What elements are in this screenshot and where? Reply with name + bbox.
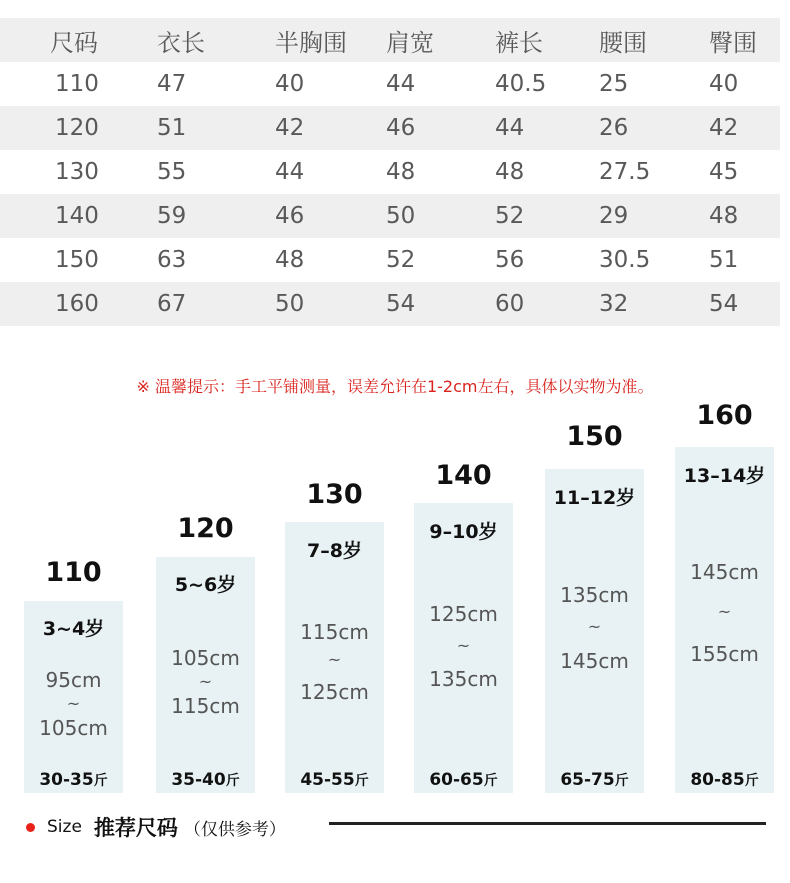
table-cell: 44	[275, 159, 305, 185]
header-waist: 腰围	[599, 28, 647, 57]
height-to: 145cm	[560, 649, 629, 673]
weight-value: 30-35	[39, 770, 94, 790]
table-cell: 26	[599, 115, 629, 141]
table-cell: 46	[386, 115, 416, 141]
table-row	[0, 194, 780, 238]
weight-unit: 斤	[225, 773, 240, 789]
table-cell: 120	[55, 115, 99, 141]
header-shoulder: 肩宽	[386, 28, 434, 57]
header-size: 尺码	[50, 28, 98, 57]
height-tilde: ~	[717, 602, 732, 621]
weight-unit: 斤	[483, 773, 498, 789]
table-cell: 50	[275, 291, 305, 317]
height-from: 115cm	[300, 620, 369, 644]
section-note: （仅供参考）	[183, 819, 286, 840]
table-cell: 46	[275, 203, 305, 229]
weight-unit: 斤	[354, 773, 369, 789]
height-to: 115cm	[171, 694, 240, 718]
header-half-chest: 半胸围	[275, 28, 347, 57]
header-pants-length: 裤长	[495, 28, 543, 57]
weight-value: 80-85	[690, 770, 745, 790]
weight-value: 35-40	[171, 770, 226, 790]
weight-label	[675, 770, 774, 790]
height-tilde: ~	[456, 636, 471, 655]
table-cell: 25	[599, 71, 629, 97]
section-footer	[26, 812, 286, 842]
table-cell: 55	[157, 159, 187, 185]
age-label: 7–8岁	[307, 540, 362, 562]
table-cell: 54	[386, 291, 416, 317]
table-row	[0, 62, 780, 106]
height-to: 105cm	[39, 716, 108, 740]
height-tilde: ~	[327, 650, 342, 669]
divider-line	[329, 822, 766, 825]
height-tilde: ~	[198, 672, 213, 691]
weight-label	[414, 770, 513, 790]
height-to: 155cm	[690, 642, 759, 666]
table-cell: 32	[599, 291, 629, 317]
table-row	[0, 238, 780, 282]
table-cell: 52	[386, 247, 416, 273]
table-cell: 160	[55, 291, 99, 317]
table-header-row	[0, 18, 780, 62]
weight-label	[285, 770, 384, 790]
table-cell: 50	[386, 203, 416, 229]
size-word: Size	[47, 817, 82, 837]
weight-label	[24, 770, 123, 790]
table-cell: 60	[495, 291, 525, 317]
table-cell: 56	[495, 247, 525, 273]
table-cell: 40	[275, 71, 305, 97]
table-cell: 30.5	[599, 247, 651, 273]
height-to: 135cm	[429, 667, 498, 691]
height-from: 135cm	[560, 583, 629, 607]
weight-value: 60-65	[429, 770, 484, 790]
table-cell: 47	[157, 71, 187, 97]
table-cell: 52	[495, 203, 525, 229]
table-cell: 48	[275, 247, 305, 273]
table-cell: 44	[495, 115, 525, 141]
table-cell: 45	[709, 159, 739, 185]
age-label: 13–14岁	[683, 465, 766, 487]
table-cell: 40.5	[495, 71, 547, 97]
table-cell: 48	[386, 159, 416, 185]
height-to: 125cm	[300, 680, 369, 704]
height-from: 95cm	[45, 668, 102, 692]
table-cell: 27.5	[599, 159, 651, 185]
table-cell: 130	[55, 159, 99, 185]
age-label: 3~4岁	[42, 618, 105, 640]
table-cell: 59	[157, 203, 187, 229]
table-cell: 140	[55, 203, 99, 229]
header-length: 衣长	[157, 28, 205, 57]
table-cell: 48	[709, 203, 739, 229]
weight-value: 65-75	[560, 770, 615, 790]
table-cell: 48	[495, 159, 525, 185]
table-row	[0, 282, 780, 326]
weight-unit: 斤	[93, 773, 108, 789]
red-dot-icon	[26, 823, 35, 832]
size-chart-table	[0, 18, 780, 326]
size-label: 160	[696, 400, 753, 431]
age-label: 5~6岁	[174, 574, 237, 596]
size-label: 110	[45, 557, 102, 588]
age-label: 9–10岁	[429, 521, 498, 543]
measurement-tip: ※ 温馨提示：手工平铺测量，误差允许在1-2cm左右，具体以实物为准。	[136, 377, 654, 396]
table-cell: 42	[709, 115, 739, 141]
weight-value: 45-55	[300, 770, 355, 790]
section-title: 推荐尺码	[93, 816, 178, 840]
height-from: 125cm	[429, 602, 498, 626]
size-label: 150	[566, 421, 623, 452]
table-cell: 42	[275, 115, 305, 141]
table-cell: 51	[709, 247, 739, 273]
table-cell: 150	[55, 247, 99, 273]
table-cell: 40	[709, 71, 739, 97]
table-cell: 44	[386, 71, 416, 97]
table-cell: 67	[157, 291, 187, 317]
table-cell: 63	[157, 247, 187, 273]
weight-label	[545, 770, 644, 790]
table-cell: 29	[599, 203, 629, 229]
table-row	[0, 150, 780, 194]
size-label: 130	[306, 479, 363, 510]
table-cell: 51	[157, 115, 187, 141]
age-label: 11–12岁	[553, 487, 636, 509]
table-cell: 110	[55, 71, 99, 97]
weight-label	[156, 770, 255, 790]
height-tilde: ~	[66, 694, 81, 713]
height-from: 145cm	[690, 560, 759, 584]
weight-unit: 斤	[744, 773, 759, 789]
table-cell: 54	[709, 291, 739, 317]
height-from: 105cm	[171, 646, 240, 670]
table-row	[0, 106, 780, 150]
weight-unit: 斤	[614, 773, 629, 789]
size-label: 140	[435, 460, 492, 491]
height-tilde: ~	[587, 617, 602, 636]
size-label: 120	[177, 513, 234, 544]
header-hip: 臀围	[709, 28, 757, 57]
